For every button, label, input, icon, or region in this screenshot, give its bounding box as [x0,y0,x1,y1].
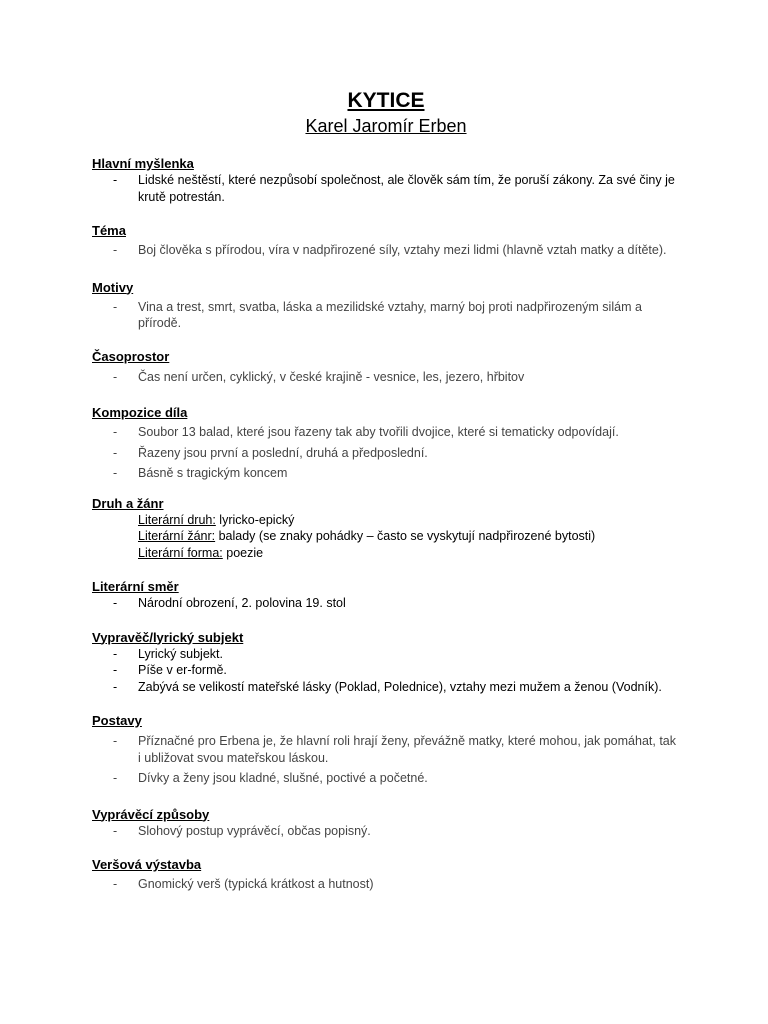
list-item: - Dívky a ženy jsou kladné, slušné, poctivé a početné. [92,770,680,787]
document-author: Karel Jaromír Erben [305,116,467,136]
list-item: - Lyrický subjekt. [92,646,680,663]
section-heading: Motivy [92,279,134,295]
section-kompozice [92,405,680,482]
list-item: - Píše v er-formě. [92,662,680,679]
bullet-list [92,299,680,332]
bullet-list [92,646,680,696]
section-heading: Téma [92,223,126,238]
section-tema [92,223,680,259]
genre-label: Literární forma: [138,545,223,560]
section-motivy [92,280,680,332]
list-item: - Gnomický verš (typická krátkost a hutnost) [92,876,680,893]
genre-value: balady (se znaky pohádky – často se vyskytují nadpřirozené bytosti) [215,529,596,543]
list-item: - Soubor 13 balad, které jsou řazeny tak aby tvořili dvojice, které si tematicky odpovídají. [92,424,680,441]
genre-line-zanr [92,528,680,545]
list-item: - Příznačné pro Erbena je, že hlavní roli hrají ženy, převážně matky, které mohou, jak pomáhat, tak i ubližovat svou mateřskou láskou. [92,733,680,766]
section-heading: Veršová výstavba [92,857,202,872]
list-item: - Národní obrození, 2. polovina 19. stol [92,595,680,612]
section-heading: Postavy [92,713,142,728]
bullet-list [92,369,680,386]
section-heading: Druh a žánr [92,495,164,511]
section-heading: Hlavní myšlenka [92,156,194,171]
bullet-list [92,823,680,840]
genre-value: lyricko-epický [215,512,295,527]
section-druh-a-zanr [92,496,680,562]
section-versova-vystavba [92,857,680,893]
list-item: - Básně s tragickým koncem [92,465,680,482]
genre-value: poezie [222,545,264,560]
list-item: - Slohový postup vyprávěcí, občas popisný. [92,823,680,840]
section-vypravec [92,630,680,696]
genre-line-druh [92,512,680,529]
document-title: KYTICE [347,89,425,112]
section-heading: Vypravěč/lyrický subjekt [92,629,244,645]
bullet-list [92,876,680,893]
section-heading: Kompozice díla [92,405,188,420]
list-item: - Čas není určen, cyklický, v české krajině - vesnice, les, jezero, hřbitov [92,369,680,386]
section-literarni-smer [92,579,680,612]
list-item: - Boj člověka s přírodou, víra v nadpřirozené síly, vztahy mezi lidmi (hlavně vztah matky a dítěte). [92,242,680,259]
genre-label: Literární druh: [138,512,216,527]
section-heading: Literární směr [92,579,179,594]
bullet-list [92,242,680,259]
section-casoprostor [92,349,680,386]
section-postavy [92,713,680,787]
list-item: - Řazeny jsou první a poslední, druhá a předposlední. [92,445,680,462]
list-item: - Zabývá se velikostí mateřské lásky (Poklad, Polednice), vztahy mezi mužem a ženou (Vodník). [92,679,680,696]
section-hlavni-myslenka [92,156,680,205]
section-heading: Vyprávěcí způsoby [92,806,210,822]
list-item: - Lidské neštěstí, které nezpůsobí společnost, ale člověk sám tím, že poruší zákony. Za své činy je krutě potrestán. [92,172,680,205]
bullet-list [92,424,680,482]
bullet-list [92,733,680,787]
bullet-list [92,595,680,612]
genre-line-forma [92,545,680,562]
genre-label: Literární žánr: [138,529,216,543]
section-vypravaci-zpusoby [92,807,680,840]
section-heading: Časoprostor [92,348,170,364]
list-item: - Vina a trest, smrt, svatba, láska a mezilidské vztahy, marný boj proti nadpřirozeným silám a přírodě. [92,299,680,332]
bullet-list [92,172,680,205]
